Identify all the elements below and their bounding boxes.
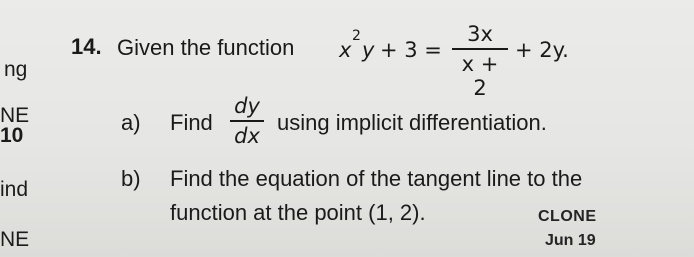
question-number: 14. xyxy=(71,34,102,59)
margin-fragment: NE xyxy=(0,228,30,251)
derivative-fraction xyxy=(230,94,264,148)
question-intro: Given the function xyxy=(117,35,295,60)
equation-fraction xyxy=(452,22,508,100)
part-a-instruction: using implicit differentiation. xyxy=(277,110,547,135)
part-b-label: b) xyxy=(121,166,141,191)
part-b-line2: function at the point (1, 2). xyxy=(170,200,426,225)
margin-fragment: 10 xyxy=(0,124,24,147)
part-a-label: a) xyxy=(121,110,141,135)
margin-fragment: ind xyxy=(0,178,29,201)
equation-lhs-rest: + 3 = xyxy=(380,38,442,62)
derivative-bar xyxy=(230,120,264,122)
fraction-denominator: x + 2 xyxy=(461,52,499,100)
fraction-bar xyxy=(452,48,508,50)
equation-x: x xyxy=(339,38,352,62)
equation-y: y xyxy=(362,38,375,62)
part-a-find: Find xyxy=(170,110,213,135)
equation-exponent: 2 xyxy=(352,28,361,44)
stamp-date: Jun 19 xyxy=(545,232,596,249)
margin-fragment: NE xyxy=(0,104,30,127)
margin-fragment: ng xyxy=(4,58,28,81)
stamp-label: CLONE xyxy=(538,208,597,225)
derivative-denominator: dx xyxy=(234,124,260,148)
part-b-line1: Find the equation of the tangent line to the xyxy=(170,166,583,191)
derivative-numerator: dy xyxy=(234,94,260,118)
fraction-numerator: 3x xyxy=(467,22,493,46)
equation-rhs-rest: + 2y. xyxy=(515,38,569,62)
